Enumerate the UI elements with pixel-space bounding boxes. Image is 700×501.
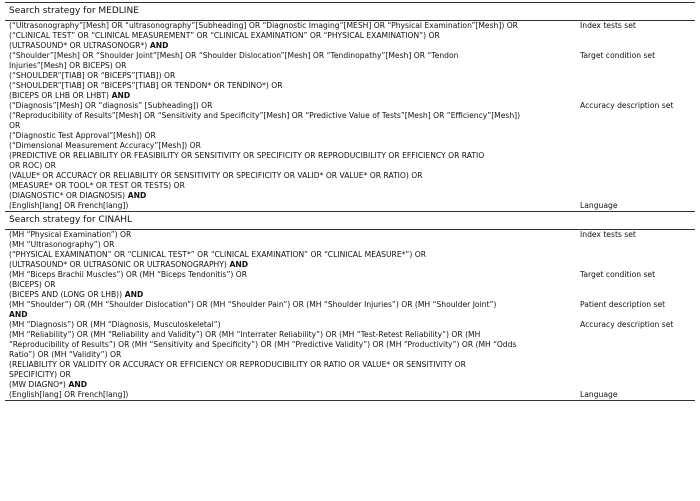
query-cell: [5, 230, 574, 240]
query-cell: [5, 171, 574, 181]
query-line: (MW DIAGNO*) AND: [9, 380, 88, 389]
table-row: [5, 51, 695, 71]
query-cell: [5, 360, 574, 380]
operator-and: AND: [122, 290, 144, 299]
category-cell: Index tests set: [580, 230, 636, 239]
query-line: (PREDICTIVE OR RELIABILITY OR FEASIBILITY OR SENSITIVITY OR SPECIFICITY OR REPRODUCIBILITY OR EFFICIENCY OR RATIO: [9, 151, 485, 160]
query-line: (MH “Diagnosis”) OR (MH “Diagnosis, Musculoskeletal”): [9, 320, 221, 329]
query-cell: [5, 41, 574, 51]
table-row: [5, 41, 695, 51]
query-cell: [5, 131, 574, 141]
query-line: (“SHOULDER”[TIAB] OR “BICEPS”[TIAB]) OR: [9, 71, 176, 80]
category-cell: Target condition set: [580, 51, 656, 60]
query-cell: [5, 151, 574, 171]
query-cell: [5, 141, 574, 151]
query-line: (BICEPS) OR: [9, 280, 56, 289]
query-cell: [5, 81, 574, 91]
query-cell: [5, 101, 574, 111]
table-row: [5, 300, 695, 310]
table-row: [5, 21, 695, 31]
query-line: (ULTRASOUND* OR ULTRASONOGR*) AND: [9, 41, 169, 50]
query-cell: [5, 181, 574, 191]
query-cell: [5, 250, 574, 260]
table-row: [5, 250, 695, 260]
query-line: SPECIFICITY) OR: [9, 370, 71, 379]
category-cell: [574, 290, 695, 300]
category-cell: Index tests set: [580, 21, 636, 30]
query-line: (“Dimensional Measurement Accuracy”[Mesh]) OR: [9, 141, 201, 150]
operator-and: AND: [125, 191, 147, 200]
table-row: [5, 151, 695, 171]
category-cell: [574, 330, 695, 360]
query-cell: [5, 240, 574, 250]
query-line: (“Reproducibility of Results”[Mesh] OR “Sensitivity and Specificity”[Mesh] OR “Predictive Value of Tests”[Mesh] OR “Efficiency”[Mesh]): [9, 111, 521, 120]
query-cell: [5, 330, 574, 360]
table-row: [5, 191, 695, 201]
category-cell: Target condition set: [580, 270, 656, 279]
query-line: [9, 310, 574, 320]
table-row: [5, 240, 695, 250]
table-row: [5, 230, 695, 240]
operator-and: AND: [226, 260, 249, 269]
query-line: (DIAGNOSTIC* OR DIAGNOSIS) AND: [9, 191, 147, 200]
table-row: [5, 81, 695, 91]
table-row: [5, 360, 695, 380]
query-line: (MEASURE* OR TOOL* OR TEST OR TESTS) OR: [9, 181, 185, 190]
query-line: (MH “Physical Examination”) OR: [9, 230, 132, 239]
query-line: (“CLINICAL TEST” OR “CLINICAL MEASUREMENT” OR “CLINICAL EXAMINATION” OR “PHYSICAL EXAMINATION”) OR: [9, 31, 440, 40]
table-row: [5, 320, 695, 330]
table-row: [5, 290, 695, 300]
category-cell: Language: [580, 201, 618, 210]
query-cell: [5, 290, 574, 300]
table-row: [5, 390, 695, 400]
table-row: [5, 91, 695, 101]
category-cell: [574, 91, 695, 101]
operator-and: AND: [108, 91, 131, 100]
category-cell: [574, 81, 695, 91]
query-line: OR ROC) OR: [9, 161, 56, 170]
operator-and: AND: [147, 41, 169, 50]
category-cell: [574, 380, 695, 390]
table-row: [5, 111, 695, 131]
category-cell: [574, 111, 695, 131]
query-cell: [5, 111, 574, 131]
query-cell: [5, 91, 574, 101]
category-cell: [574, 360, 695, 380]
category-cell: Accuracy description set: [580, 320, 674, 329]
query-line: (BICEPS OR LHB OR LHBT) AND: [9, 91, 131, 100]
query-line: (BICEPS AND (LONG OR LHB)) AND: [9, 290, 144, 299]
query-line: (“Ultrasonography”[Mesh] OR “ultrasonography”[Subheading] OR “Diagnostic Imaging”[MESH] OR “Physical Examination”[Mesh]) OR: [9, 21, 518, 30]
category-cell: [574, 181, 695, 191]
category-cell: [574, 31, 695, 41]
query-cell: [5, 280, 574, 290]
query-line: OR: [9, 121, 21, 130]
section-title: Search strategy for MEDLINE: [9, 6, 139, 16]
table-row: [5, 280, 695, 290]
search-strategy-table: [5, 2, 695, 401]
query-cell: [5, 191, 574, 201]
table-row: [5, 31, 695, 41]
query-cell: [5, 270, 574, 280]
category-cell: [574, 280, 695, 290]
table-row: [5, 71, 695, 81]
operator-and: AND: [65, 380, 88, 389]
query-line: (VALUE* OR ACCURACY OR RELIABILITY OR SENSITIVITY OR SPECIFICITY OR VALID* OR VALUE* OR RATIO) OR: [9, 171, 423, 180]
query-cell: [5, 51, 574, 71]
category-cell: [574, 131, 695, 141]
query-line: Injuries”[Mesh] OR BICEPS) OR: [9, 61, 127, 70]
category-cell: [574, 41, 695, 51]
table-row: [5, 260, 695, 270]
category-cell: [574, 141, 695, 151]
query-line: (RELIABILITY OR VALIDITY OR ACCURACY OR EFFICIENCY OR REPRODUCIBILITY OR RATIO OR VALUE* OR SENSITIVITY OR: [9, 360, 466, 369]
category-cell: [574, 151, 695, 171]
table-row: [5, 141, 695, 151]
query-line: “Reproducibility of Results”) OR (MH “Sensitivity and Specificity”) OR (MH “Predictive Validity”) OR (MH “Productivity”) OR (MH “Odds: [9, 340, 517, 349]
query-line: (“PHYSICAL EXAMINATION” OR “CLINICAL TEST*” OR “CLINICAL EXAMINATION” OR “CLINICAL MEASURE*”) OR: [9, 250, 426, 259]
table-row: [5, 181, 695, 191]
operator-and: AND: [9, 310, 28, 319]
query-line: (English[lang] OR French[lang]): [9, 390, 129, 399]
query-cell: [5, 320, 574, 330]
query-cell: [5, 260, 574, 270]
query-line: (MH “Ultrasonography”) OR: [9, 240, 115, 249]
table-row: [5, 101, 695, 111]
query-line: Ratio”) OR (MH “Validity”) OR: [9, 350, 122, 359]
category-cell: [574, 310, 695, 320]
category-cell: [574, 250, 695, 260]
query-cell: [5, 21, 574, 31]
table-row: [5, 380, 695, 390]
table-rule: [5, 400, 695, 401]
table-row: [5, 131, 695, 141]
query-cell: [5, 310, 574, 320]
category-cell: Patient description set: [580, 300, 666, 309]
query-line: (ULTRASOUND* OR ULTRASONIC OR ULTRASONOGRAPHY) AND: [9, 260, 249, 269]
section-title: Search strategy for CINAHL: [9, 215, 133, 225]
query-line: (English[lang] OR French[lang]): [9, 201, 129, 210]
query-line: (“Diagnosis”[Mesh] OR “diagnosis” [Subheading]) OR: [9, 101, 213, 110]
query-cell: [5, 390, 574, 400]
category-cell: [574, 260, 695, 270]
query-cell: [5, 300, 574, 310]
category-cell: [574, 240, 695, 250]
query-cell: [5, 380, 574, 390]
category-cell: [574, 191, 695, 201]
query-line: (MH “Shoulder”) OR (MH “Shoulder Dislocation”) OR (MH “Shoulder Pain”) OR (MH “Shoulder Injuries”) OR (MH “Shoulder Joint”): [9, 300, 497, 309]
table-row: [5, 310, 695, 320]
table-row: [5, 201, 695, 211]
query-line: (“Diagnostic Test Approval”[Mesh]) OR: [9, 131, 156, 140]
category-cell: Accuracy description set: [580, 101, 674, 110]
query-cell: [5, 31, 574, 41]
query-cell: [5, 71, 574, 81]
query-line: (“Shoulder”[Mesh] OR “Shoulder Joint”[Mesh] OR “Shoulder Dislocation”[Mesh] OR “Tendinopathy”[Mesh] OR “Tendon: [9, 51, 459, 60]
query-line: (MH “Reliability”) OR (MH “Reliability and Validity”) OR (MH “Interrater Reliability”) OR (MH “Test-Retest Reliability”) OR (MH: [9, 330, 481, 339]
table-row: [5, 171, 695, 181]
category-cell: [574, 71, 695, 81]
query-line: (“SHOULDER”[TIAB] OR “BICEPS”[TIAB] OR TENDON* OR TENDINO*) OR: [9, 81, 283, 90]
category-cell: Language: [580, 390, 618, 399]
table-row: [5, 270, 695, 280]
category-cell: [574, 171, 695, 181]
query-cell: [5, 201, 574, 211]
query-line: (MH “Biceps Brachii Muscles”) OR (MH “Biceps Tendonitis”) OR: [9, 270, 248, 279]
table-row: [5, 330, 695, 360]
